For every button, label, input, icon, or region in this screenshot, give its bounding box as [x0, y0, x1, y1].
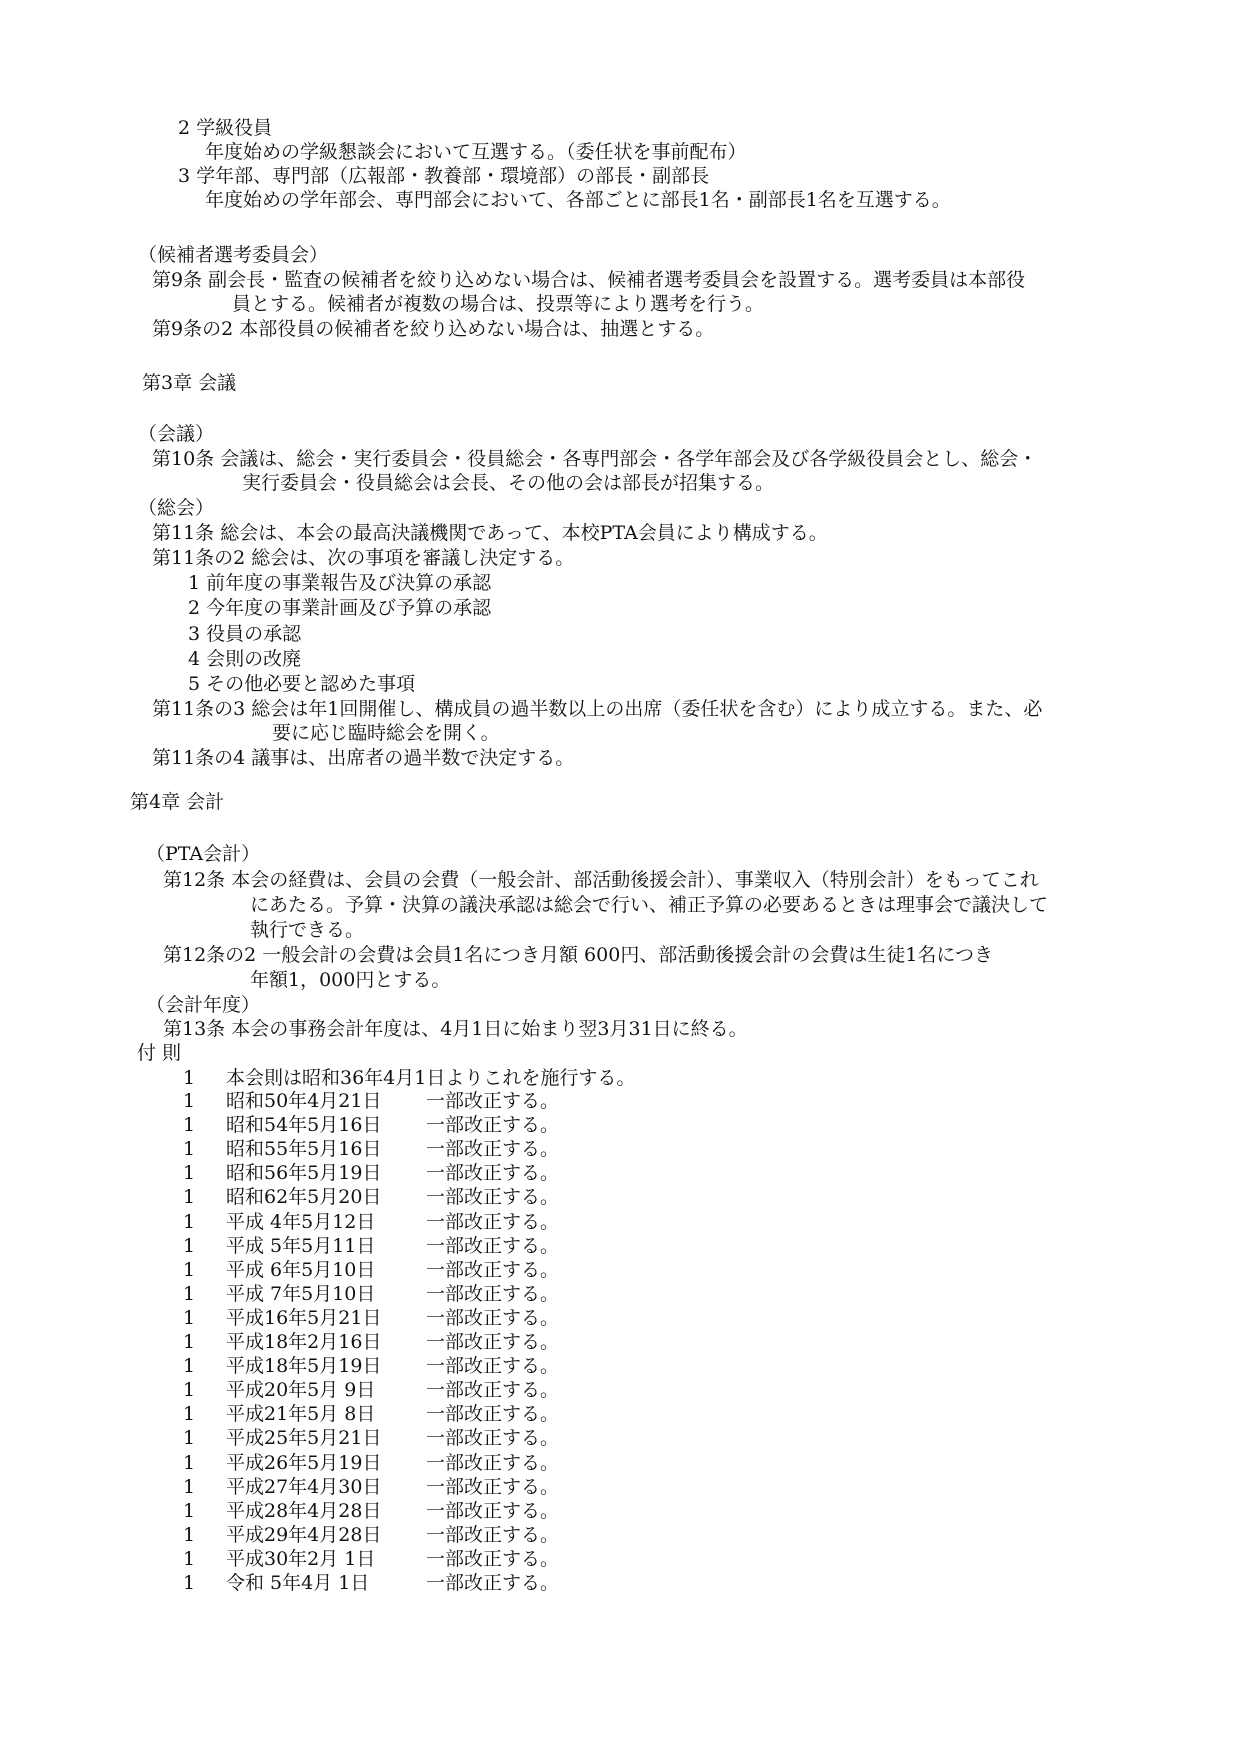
amendment-number: 1 — [183, 1331, 196, 1353]
chapter-3-title: 第3章 会議 — [142, 372, 237, 394]
amendment-text: 一部改正する。 — [426, 1379, 560, 1401]
amendment-date: 昭和56年5月19日 — [226, 1162, 382, 1184]
amendment-text: 一部改正する。 — [426, 1572, 560, 1594]
amendment-text: 一部改正する。 — [426, 1307, 560, 1329]
article-12-line-2: にあたる。予算・決算の議決承認は総会で行い、補正予算の必要あるときは理事会で議決して — [250, 894, 1049, 916]
amendment-text: 一部改正する。 — [426, 1331, 560, 1353]
amendment-text: 一部改正する。 — [426, 1235, 560, 1257]
amendment-number: 1 — [183, 1500, 196, 1522]
supplementary-first-text: 本会則は昭和36年4月1日よりこれを施行する。 — [226, 1067, 636, 1089]
amendment-text: 一部改正する。 — [426, 1427, 560, 1449]
amendment-number: 1 — [183, 1090, 196, 1112]
amendment-number: 1 — [183, 1138, 196, 1160]
amendment-number: 1 — [183, 1476, 196, 1498]
amendment-number: 1 — [183, 1572, 196, 1594]
amendment-text: 一部改正する。 — [426, 1476, 560, 1498]
amendment-date: 平成30年2月 1日 — [226, 1548, 376, 1570]
section-heading-selection-committee: （候補者選考委員会） — [138, 244, 329, 266]
amendment-number: 1 — [183, 1259, 196, 1281]
article-11-2-item: 5 その他必要と認めた事項 — [188, 673, 416, 695]
amendment-number: 1 — [183, 1452, 196, 1474]
article-10-line-1: 第10条 会議は、総会・実行委員会・役員総会・各専門部会・各学年部会及び各学級役員会とし、総会・ — [152, 448, 1038, 470]
amendment-date: 昭和54年5月16日 — [226, 1114, 382, 1136]
supplementary-provisions-title: 付 則 — [137, 1042, 182, 1064]
amendment-number: 1 — [183, 1379, 196, 1401]
amendment-text: 一部改正する。 — [426, 1403, 560, 1425]
article-9-line-1: 第9条 副会長・監査の候補者を絞り込めない場合は、候補者選考委員会を設置する。選考委員は本部役 — [152, 269, 1026, 291]
amendment-date: 平成21年5月 8日 — [226, 1403, 376, 1425]
amendment-date: 平成27年4月30日 — [226, 1476, 382, 1498]
article-10-line-2: 実行委員会・役員総会は会長、その他の会は部長が招集する。 — [242, 472, 775, 494]
amendment-number: 1 — [183, 1548, 196, 1570]
article-9-line-2: 員とする。候補者が複数の場合は、投票等により選考を行う。 — [232, 293, 765, 315]
amendment-number: 1 — [183, 1114, 196, 1136]
amendment-text: 一部改正する。 — [426, 1500, 560, 1522]
amendment-text: 一部改正する。 — [426, 1283, 560, 1305]
chapter-4-title: 第4章 会計 — [130, 791, 225, 813]
amendment-text: 一部改正する。 — [426, 1452, 560, 1474]
article-11-4: 第11条の4 議事は、出席者の過半数で決定する。 — [152, 747, 575, 769]
article-11-3-line-2: 要に応じ臨時総会を開く。 — [272, 722, 500, 744]
supplementary-first-num: 1 — [183, 1067, 196, 1089]
item-3-body: 年度始めの学年部会、専門部会において、各部ごとに部長1名・副部長1名を互選する。 — [205, 189, 951, 211]
amendment-date: 平成16年5月21日 — [226, 1307, 382, 1329]
amendment-date: 昭和62年5月20日 — [226, 1186, 382, 1208]
amendment-number: 1 — [183, 1427, 196, 1449]
article-11-2-item: 4 会則の改廃 — [188, 648, 302, 670]
amendment-text: 一部改正する。 — [426, 1548, 560, 1570]
amendment-number: 1 — [183, 1283, 196, 1305]
amendment-text: 一部改正する。 — [426, 1186, 560, 1208]
amendment-date: 平成25年5月21日 — [226, 1427, 382, 1449]
amendment-date: 平成 5年5月11日 — [226, 1235, 376, 1257]
article-11-3-line-1: 第11条の3 総会は年1回開催し、構成員の過半数以上の出席（委任状を含む）により成立する。また、必 — [152, 698, 1043, 720]
article-12-line-1: 第12条 本会の経費は、会員の会費（一般会計、部活動後援会計）、事業収入（特別会計）をもってこれ — [163, 869, 1039, 891]
article-13: 第13条 本会の事務会計年度は、4月1日に始まり翌3月31日に終る。 — [163, 1018, 748, 1040]
article-11-2-item: 3 役員の承認 — [188, 623, 302, 645]
amendment-date: 昭和55年5月16日 — [226, 1138, 382, 1160]
section-heading-fiscal-year: （会計年度） — [146, 994, 261, 1016]
article-9-2: 第9条の2 本部役員の候補者を絞り込めない場合は、抽選とする。 — [152, 318, 715, 340]
amendment-number: 1 — [183, 1186, 196, 1208]
amendment-text: 一部改正する。 — [426, 1090, 560, 1112]
amendment-text: 一部改正する。 — [426, 1162, 560, 1184]
amendment-date: 平成29年4月28日 — [226, 1524, 382, 1546]
amendment-text: 一部改正する。 — [426, 1524, 560, 1546]
amendment-date: 昭和50年4月21日 — [226, 1090, 382, 1112]
item-3-heading: 3 学年部、専門部（広報部・教養部・環境部）の部長・副部長 — [178, 165, 710, 187]
amendment-number: 1 — [183, 1403, 196, 1425]
amendment-text: 一部改正する。 — [426, 1138, 560, 1160]
amendment-number: 1 — [183, 1524, 196, 1546]
article-12-2-line-1: 第12条の2 一般会計の会費は会員1名につき月額 600円、部活動後援会計の会費は生徒1名につき — [163, 944, 994, 966]
amendment-number: 1 — [183, 1211, 196, 1233]
amendment-date: 平成26年5月19日 — [226, 1452, 382, 1474]
amendment-number: 1 — [183, 1355, 196, 1377]
amendment-text: 一部改正する。 — [426, 1259, 560, 1281]
article-11-2-item: 1 前年度の事業報告及び決算の承認 — [188, 572, 492, 594]
amendment-date: 平成 7年5月10日 — [226, 1283, 376, 1305]
amendment-number: 1 — [183, 1307, 196, 1329]
amendment-date: 平成 4年5月12日 — [226, 1211, 376, 1233]
amendment-number: 1 — [183, 1162, 196, 1184]
amendment-date: 平成28年4月28日 — [226, 1500, 382, 1522]
section-heading-meetings: （会議） — [138, 423, 215, 445]
article-12-line-3: 執行できる。 — [250, 919, 365, 941]
amendment-text: 一部改正する。 — [426, 1355, 560, 1377]
amendment-text: 一部改正する。 — [426, 1211, 560, 1233]
amendment-text: 一部改正する。 — [426, 1114, 560, 1136]
article-11-2-item: 2 今年度の事業計画及び予算の承認 — [188, 597, 492, 619]
article-12-2-line-2: 年額1，000円とする。 — [250, 969, 451, 991]
item-2-heading: 2 学級役員 — [178, 117, 273, 139]
amendment-date: 平成18年5月19日 — [226, 1355, 382, 1377]
amendment-date: 平成18年2月16日 — [226, 1331, 382, 1353]
item-2-body: 年度始めの学級懇談会において互選する。（委任状を事前配布） — [205, 141, 747, 163]
section-heading-general-meeting: （総会） — [138, 497, 215, 519]
amendment-date: 平成 6年5月10日 — [226, 1259, 376, 1281]
amendment-date: 令和 5年4月 1日 — [226, 1572, 370, 1594]
article-11: 第11条 総会は、本会の最高決議機関であって、本校PTA会員により構成する。 — [152, 522, 828, 544]
amendment-date: 平成20年5月 9日 — [226, 1379, 376, 1401]
article-11-2: 第11条の2 総会は、次の事項を審議し決定する。 — [152, 547, 575, 569]
amendment-number: 1 — [183, 1235, 196, 1257]
section-heading-pta-accounting: （PTA会計） — [146, 843, 261, 865]
